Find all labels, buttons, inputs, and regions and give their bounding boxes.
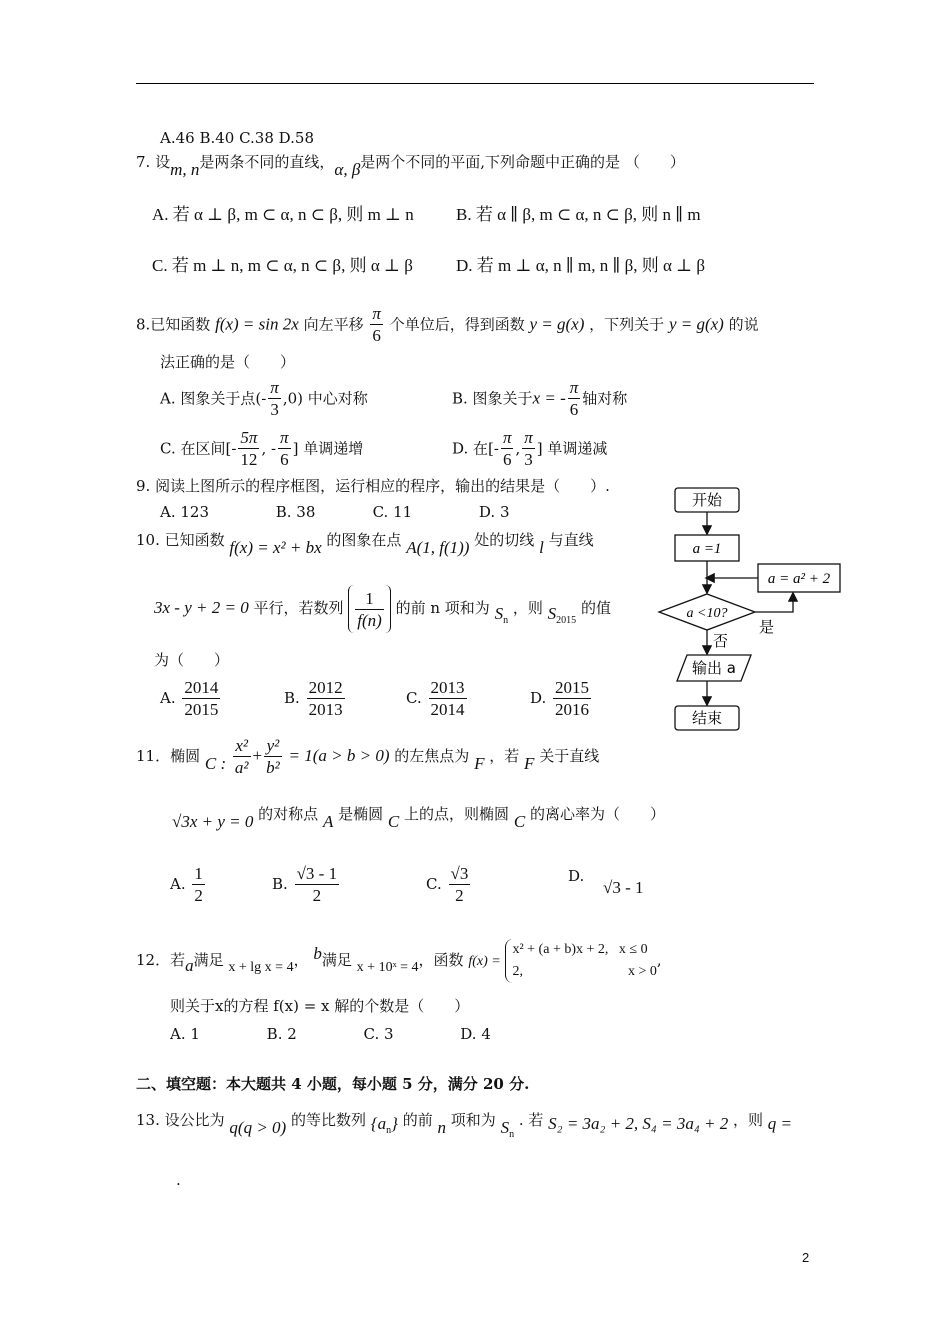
q10-option-b: B. $\frac{2012}{2013}$ xyxy=(284,677,343,719)
flow-yes-label: 是 xyxy=(759,618,775,636)
flow-update-label: a = a² + 2 xyxy=(767,571,831,587)
q8-stem-line2: 法正确的是（ ） xyxy=(160,353,296,371)
flow-end-label: 结束 xyxy=(691,709,723,727)
q7-option-c: C. 若 m ⊥ n, m ⊂ α, n ⊂ β, 则 α ⊥ β xyxy=(152,256,413,275)
q8-option-d: D. 在[- $\frac{\pi}{6}$ , $\frac{\pi}{3}$ ] 单调递减 xyxy=(452,428,608,469)
flow-init-label: a =1 xyxy=(692,541,722,557)
header-rule xyxy=(136,83,814,84)
page-number: 2 xyxy=(802,1250,810,1265)
q12-options: A. 1 B. 2 C. 3 D. 4 xyxy=(170,1025,491,1043)
q12-stem-line2: 则关于x的方程 f(x) = x 解的个数是（ ） xyxy=(170,997,470,1015)
flow-cond-label: a <10? xyxy=(686,606,728,621)
q11-option-a: A. $\frac{1}{2}$ xyxy=(170,863,203,905)
q7-option-d: D. 若 m ⊥ α, n ∥ m, n ∥ β, 则 α ⊥ β xyxy=(456,256,706,275)
q11-stem: 11．椭圆 C : $\frac{\text{x²}}{\text{a²}}$ + $\frac{\text{y²}}{\text{b²}}$ = 1(a > b > 0) 的左焦点为 F ，若 F 关于直线 xyxy=(136,735,600,777)
q11-option-b: B. $\frac{√3 - 1}{2}$ xyxy=(272,863,338,905)
q11-option-d: D. √3 - 1 xyxy=(568,867,644,897)
q11-option-c: C. $\frac{√3}{2}$ xyxy=(426,863,469,905)
q10-stem-line2: 3x - y + 2 = 0 平行，若数列 $\frac{1}{f(n)}$ 的前 n 项和为 $S_n$ ，则 $S_{2015}$ 的值 xyxy=(154,584,611,639)
q10-stem: 10. 已知函数 f(x) = x² + bx 的图象在点 A(1, f(1)) 处的切线 l 与直线 xyxy=(136,531,594,557)
q11-stem-line2: √3x + y = 0 的对称点 A 是椭圆 C 上的点，则椭圆 C 的离心率为（ ） xyxy=(172,805,665,831)
q8-stem: 8.已知函数 f(x) = sin 2x 向左平移 $\frac{\pi}{6}$ 个单位后，得到函数 y = g(x) ，下列关于 y = g(x) 的说 xyxy=(136,304,759,345)
flow-output-label: 输出 a xyxy=(692,659,736,677)
flow-start-label: 开始 xyxy=(691,491,723,509)
q10-option-c: C. $\frac{2013}{2014}$ xyxy=(406,677,465,719)
q7-stem: 7. 设m, n是两条不同的直线，α, β是两个不同的平面,下列命题中正确的是 （ ） xyxy=(136,153,685,179)
q10-stem-line3: 为（ ） xyxy=(154,651,230,669)
q9-options: A. 123 B. 38 C. 11 D. 3 xyxy=(160,503,510,521)
q13-stem: 13. 设公比为 q(q > 0) 的等比数列 $\{a_n\}$ 的前 n 项和为 $S_n$ . 若 S₂ = 3a₂ + 2, S₄ = 3a₄ + 2 ，则 q = xyxy=(136,1111,793,1140)
q8-option-b: B. 图象关于x = - $\frac{\pi}{6}$ 轴对称 xyxy=(452,378,628,419)
q10-option-a: A. $\frac{2014}{2015}$ xyxy=(160,677,219,719)
q13-blank: . xyxy=(176,1171,181,1189)
section-2-heading: 二、填空题：本大题共 4 小题，每小题 5 分，满分 20 分. xyxy=(136,1075,530,1093)
q9-stem: 9. 阅读上图所示的程序框图，运行相应的程序，输出的结果是（ ）. xyxy=(136,477,610,495)
q12-stem: 12．若a满足 x + lg x = 4， b满足 x + 10ˣ = 4，函数 f(x) = x² + (a + b)x + 2, x ≤ 0 2, x > 0 , xyxy=(136,936,662,986)
q8-option-a: A. 图象关于点(- $\frac{\pi}{3}$ ,0) 中心对称 xyxy=(160,378,368,419)
q7-option-b: B. 若 α ∥ β, m ⊂ α, n ⊂ β, 则 n ∥ m xyxy=(456,205,701,224)
q7-option-a: A. 若 α ⊥ β, m ⊂ α, n ⊂ β, 则 m ⊥ n xyxy=(152,205,414,224)
q8-option-c: C. 在区间[- $\frac{5\pi}{12}$ , - $\frac{\pi}{6}$ ] 单调递增 xyxy=(160,428,364,469)
program-flowchart xyxy=(655,480,855,740)
q6-options: A.46 B.40 C.38 D.58 xyxy=(160,129,315,147)
flow-no-label: 否 xyxy=(713,632,729,650)
q12-piecewise: x² + (a + b)x + 2, x ≤ 0 2, x > 0 xyxy=(505,939,656,983)
q10-option-d: D. $\frac{2015}{2016}$ xyxy=(530,677,590,719)
